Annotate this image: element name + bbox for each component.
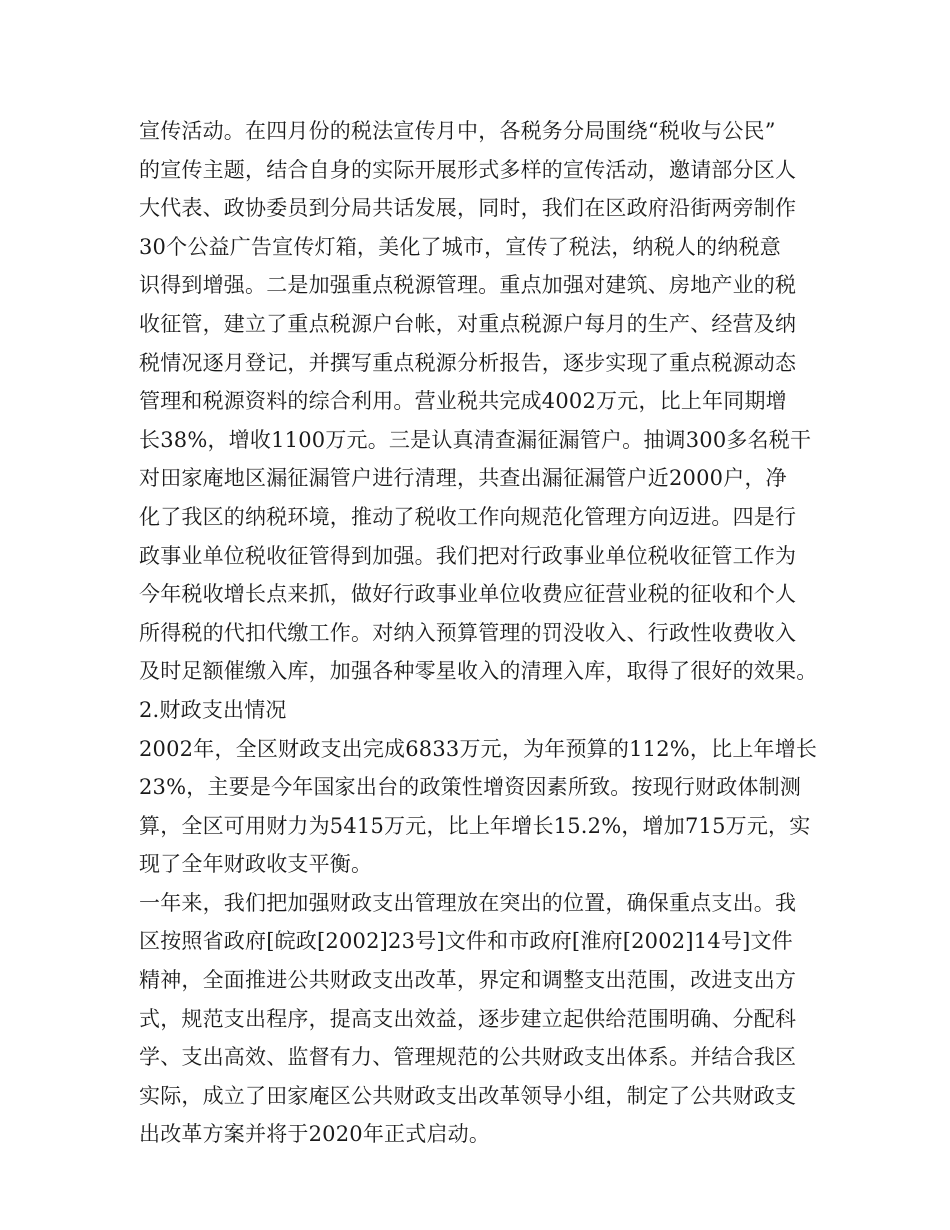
text-line: 对田家庵地区漏征漏管户进行清理，共查出漏征漏管户近2000户，净 xyxy=(139,466,787,491)
text-line: 出改革方案并将于2020年正式启动。 xyxy=(139,1122,491,1147)
section-heading: 2.财政支出情况 xyxy=(139,697,287,722)
text-line: 实际，成立了田家庵区公共财政支出改革领导小组，制定了公共财政支 xyxy=(139,1083,797,1108)
text-line: 式，规范支出程序，提高支出效益，逐步建立起供给范围明确、分配科 xyxy=(139,1006,797,1031)
text-line: 收征管，建立了重点税源户台帐，对重点税源户每月的生产、经营及纳 xyxy=(139,311,797,336)
text-line: 大代表、政协委员到分局共话发展，同时，我们在区政府沿街两旁制作 xyxy=(139,196,797,221)
text-line: 一年来，我们把加强财政支出管理放在突出的位置，确保重点支出。我 xyxy=(139,890,797,915)
body-text xyxy=(139,112,829,1154)
text-line: 政事业单位税收征管得到加强。我们把对行政事业单位税收征管工作为 xyxy=(139,543,797,568)
text-line: 23%，主要是今年国家出台的政策性增资因素所致。按现行财政体制测 xyxy=(139,775,802,800)
text-line: 长38%，增收1100万元。三是认真清查漏征漏管户。抽调300多名税干 xyxy=(139,427,812,452)
text-line: 2002年，全区财政支出完成6833万元，为年预算的112%，比上年增长 xyxy=(139,736,818,761)
text-line: 识得到增强。二是加强重点税源管理。重点加强对建筑、房地产业的税 xyxy=(139,273,797,298)
text-line: 所得税的代扣代缴工作。对纳入预算管理的罚没收入、行政性收费收入 xyxy=(139,620,797,645)
text-line: 及时足额催缴入库，加强各种零星收入的清理入库，取得了很好的效果。 xyxy=(139,659,818,684)
text-line: 现了全年财政收支平衡。 xyxy=(139,852,373,877)
text-line: 30个公益广告宣传灯箱，美化了城市，宣传了税法，纳税人的纳税意 xyxy=(139,234,781,259)
text-line: 精神，全面推进公共财政支出改革，界定和调整支出范围，改进支出方 xyxy=(139,968,797,993)
text-line: 今年税收增长点来抓，做好行政事业单位收费应征营业税的征收和个人 xyxy=(139,582,797,607)
text-line: 管理和税源资料的综合利用。营业税共完成4002万元，比上年同期增 xyxy=(139,389,787,414)
text-line: 的宣传主题，结合自身的实际开展形式多样的宣传活动，邀请部分区人 xyxy=(139,157,797,182)
text-line: 学、支出高效、监督有力、管理规范的公共财政支出体系。并结合我区 xyxy=(139,1045,797,1070)
text-line: 宣传活动。在四月份的税法宣传月中，各税务分局围绕“税收与公民” xyxy=(139,119,776,143)
text-line: 化了我区的纳税环境，推动了税收工作向规范化管理方向迈进。四是行 xyxy=(139,504,797,529)
text-line: 算，全区可用财力为5415万元，比上年增长15.2%，增加715万元，实 xyxy=(139,813,811,838)
text-line: 税情况逐月登记，并撰写重点税源分析报告，逐步实现了重点税源动态 xyxy=(139,350,797,375)
text-line: 区按照省政府[皖政[2002]23号]文件和市政府[淮府[2002]14号]文件 xyxy=(139,929,793,954)
